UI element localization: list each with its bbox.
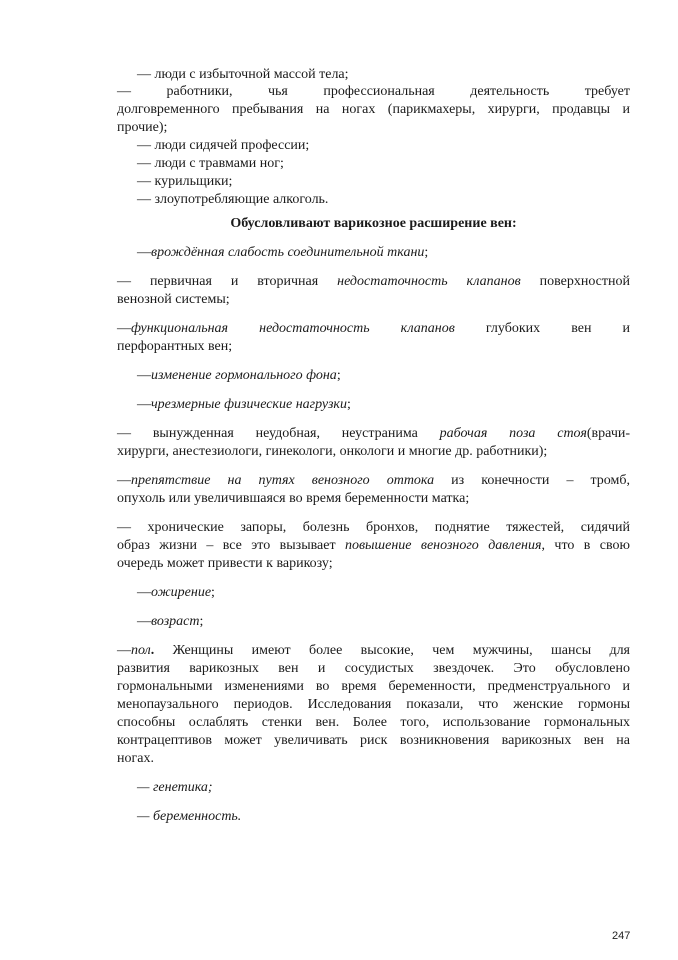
cause-sex-line2: развития варикозных вен и сосудистых звездочек. Это обусловлено [117, 661, 630, 676]
list-item-alcohol: — злоупотребляющие алкоголь. [137, 192, 329, 207]
cause-sex-line6: контрацептивов может увеличивать риск возникновения варикозных вен на [117, 733, 630, 748]
cause-sex-line7: ногах. [117, 751, 154, 766]
list-item-leg-injuries: — люди с травмами ног; [137, 156, 284, 171]
cause-venous-pressure-line1: — хронические запоры, болезнь бронхов, поднятие тяжестей, сидячий [117, 520, 630, 535]
cause-pregnancy: — беременность. [137, 809, 242, 824]
list-item-smokers: — курильщики; [137, 174, 233, 189]
cause-outflow-obstruction-line2: опухоль или увеличившаяся во время беременности матка; [117, 491, 470, 506]
section-heading: Обусловливают варикозное расширение вен: [230, 216, 517, 231]
cause-sex-line1: —пол. Женщины имеют более высокие, чем мужчины, шансы для [117, 643, 630, 658]
cause-sex-line5: способны ослаблять стенки вен. Более того, использование гормональных [117, 715, 630, 730]
cause-functional-insufficiency-line1: —функциональная недостаточность клапанов глубоких вен и [117, 321, 630, 336]
cause-standing-posture-line2: хирурги, анестезиологи, гинекологи, онкологи и многие др. работники); [117, 444, 548, 459]
cause-standing-posture-line1: — вынужденная неудобная, неустранима рабочая поза стоя(врачи- [117, 426, 631, 441]
cause-hormonal: —изменение гормонального фона; [137, 368, 341, 383]
list-item-sedentary: — люди сидячей профессии; [137, 138, 310, 153]
cause-genetics: — генетика; [137, 780, 213, 795]
cause-sex-line3: гормональными изменениями во время беременности, предменструального и [117, 679, 630, 694]
cause-outflow-obstruction-line1: —препятствие на путях венозного оттока из конечности – тромб, [117, 473, 631, 488]
list-item-standing-work-line1: — работники, чья профессиональная деятельность требует [117, 84, 630, 99]
cause-connective-tissue: —врождённая слабость соединительной ткани; [137, 245, 429, 260]
cause-functional-insufficiency-line2: перфорантных вен; [117, 339, 233, 354]
list-item-standing-work-line3: прочие); [117, 120, 168, 135]
cause-valve-insufficiency-line1: — первичная и вторичная недостаточность клапанов поверхностной [117, 274, 630, 289]
list-item-overweight: — люди с избыточной массой тела; [137, 67, 349, 82]
cause-obesity: —ожирение; [137, 585, 215, 600]
cause-age: —возраст; [137, 614, 204, 629]
page-number: 247 [612, 930, 631, 942]
cause-valve-insufficiency-line2: венозной системы; [117, 292, 230, 307]
cause-venous-pressure-line2: образ жизни – все это вызывает повышение венозного давления, что в свою [117, 538, 630, 553]
list-item-standing-work-line2: долговременного пребывания на ногах (парикмахеры, хирурги, продавцы и [117, 102, 630, 117]
cause-physical-load: —чрезмерные физические нагрузки; [137, 397, 351, 412]
cause-sex-line4: менопаузального периодов. Исследования показали, что женские гормоны [117, 697, 630, 712]
cause-venous-pressure-line3: очередь может привести к варикозу; [117, 556, 333, 571]
